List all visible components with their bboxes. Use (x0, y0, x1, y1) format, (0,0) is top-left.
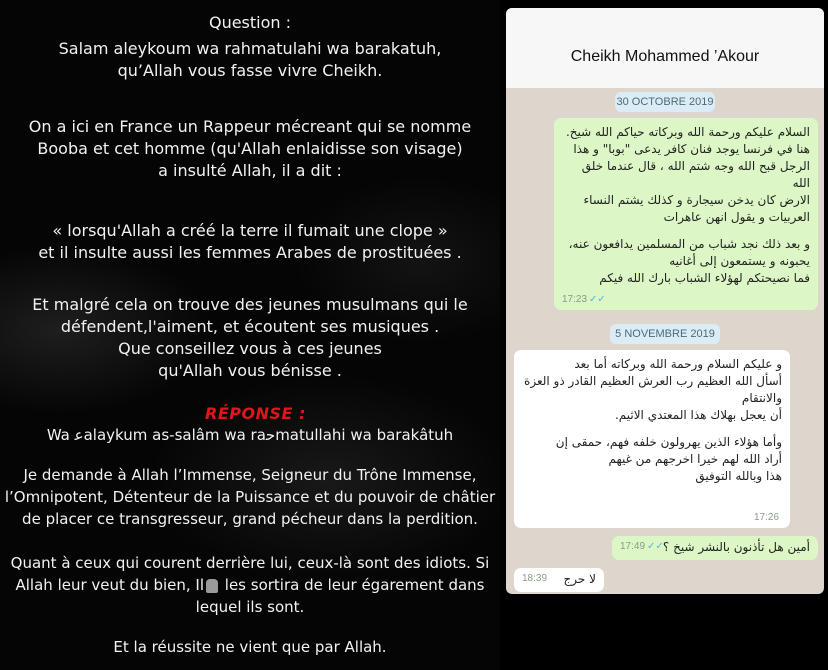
message-incoming-2 (514, 568, 604, 592)
message-outgoing-1 (554, 118, 818, 310)
message-outgoing-2 (612, 536, 818, 560)
double-check-icon: ✓✓ (647, 541, 664, 552)
question-title: Question : (208, 13, 292, 32)
message-2-paragraph-2: وأما هؤلاء الذين يهرولون خلفه فهم، حمقى إن أراد الله لهم خيرا اخرجهم من غيهم هذا وبالله التوفيق (555, 435, 782, 483)
question-paragraph-2: Et malgré cela on trouve des jeunes musulmans qui le défendent,l'aiment, et écoutent ses musiques . Que conseillez vous à ces jeunes qu'Allah vous bénisse . (32, 295, 468, 380)
praise-hand-icon (206, 579, 218, 593)
answer-paragraph-1: Je demande à Allah l’Immense, Seigneur du Trône Immense, l’Omnipotent, Détenteur de la Puissance et du pouvoir de châtier de placer ce transgresseur, grand pécheur dans la perdition. (4, 466, 496, 528)
message-3-time (620, 538, 664, 555)
message-3-text: أمين هل تأذنون بالنشر شيخ ؟ (662, 540, 810, 554)
message-1-time-text: 17:23 (562, 294, 588, 305)
date-chip-1: 30 OCTOBRE 2019 (615, 92, 715, 112)
contact-name: Cheikh Mohammed ’Akour (570, 48, 760, 65)
answer-paragraph-2 (0, 552, 500, 618)
message-4-time: 18:39 (522, 573, 548, 584)
message-2-time: 17:26 (754, 512, 780, 523)
question-salutation: Salam aleykoum wa rahmatulahi wa barakatuh, qu’Allah vous fasse vivre Cheikh. (58, 39, 442, 80)
whatsapp-chat-screenshot (506, 8, 824, 594)
reponse-label: RÉPONSE : (205, 404, 306, 423)
answer-paragraph-2-start: Quant à ceux qui courent derrière lui, ceux-là sont des idiots. Si Allah leur veut du bien, Il (10, 554, 490, 594)
reponse-greeting: Wa ﻋalaykum as-salâm wa raﺣmatullahi wa barakâtuh (46, 426, 454, 444)
message-3-time-text: 17:49 (620, 541, 646, 552)
message-1-paragraph-2: و بعد ذلك نجد شباب من المسلمين يدافعون عنه، يحبونه و يستمعون إلى أغانيه فما نصيحتكم لهؤلاء الشباب بارك الله فيكم (568, 237, 810, 285)
message-incoming-1 (514, 350, 790, 528)
chat-header (506, 8, 824, 88)
message-1-paragraph-1: السلام عليكم ورحمة الله وبركاته حياكم الله شيخ. هنا في فرنسا يوجد فنان كافر يدعى "بوبا" و هذا الرجل قبح الله وجه شتم الله ، قال عندما خلق الله الارض كان يدخن سيجارة و كذلك يشتم النساء العربيات و يقول انهن عاهرات (565, 125, 810, 224)
date-chip-2: 5 NOVEMBRE 2019 (610, 324, 720, 344)
message-2-paragraph-1: و عليكم السلام ورحمة الله وبركاته أما بعد أسأل الله العظيم رب العرش العظيم القادر ذو العزة والانتقام أن يعجل بهلاك هذا المعتدي الاثيم. (524, 357, 782, 422)
double-check-icon: ✓✓ (589, 294, 606, 305)
question-quote: « lorsqu'Allah a créé la terre il fumait une clope » et il insulte aussi les femmes Arabes de prostituées . (38, 221, 462, 262)
question-paragraph-1: On a ici en France un Rappeur mécreant qui se nomme Booba et cet homme (qu'Allah enlaidisse son visage) a insulté Allah, il a dit : (28, 117, 472, 180)
message-4-text: لا حرج (563, 572, 596, 586)
closing-line: Et la réussite ne vient que par Allah. (113, 638, 387, 656)
message-1-time (562, 291, 606, 308)
answer-paragraph-2-end: les sortira de leur égarement dans lequel ils sont. (195, 576, 485, 616)
